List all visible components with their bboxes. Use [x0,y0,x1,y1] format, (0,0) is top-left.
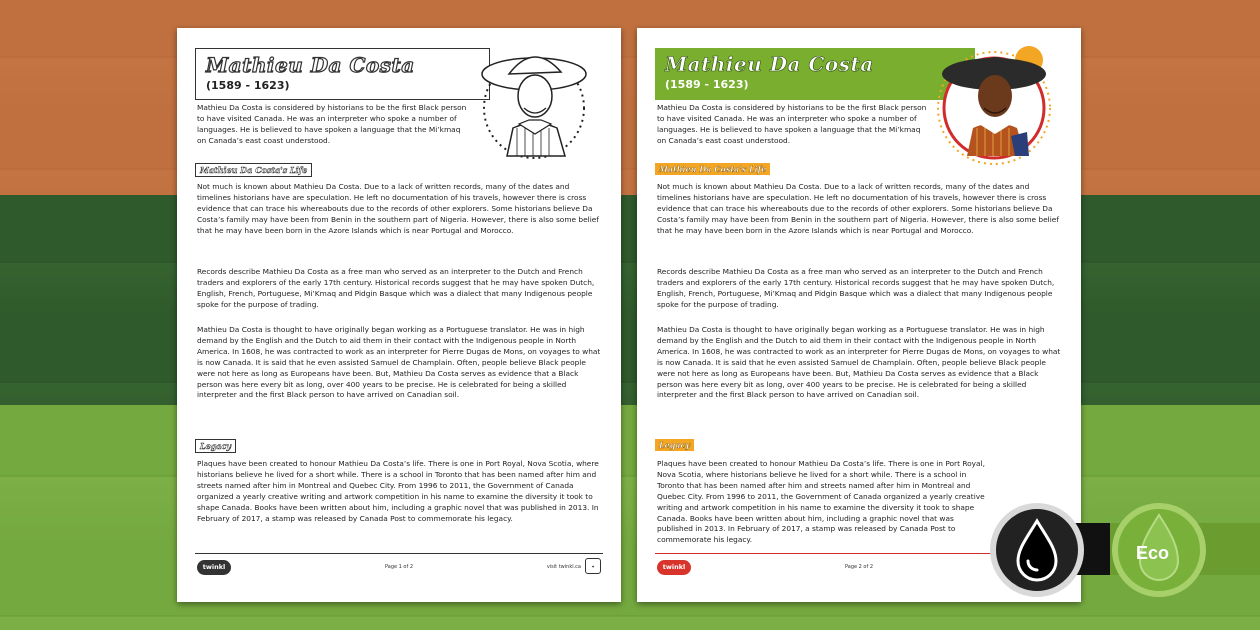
life-paragraph-2: Records describe Mathieu Da Costa as a free man who served as an interpreter to the Dutch and French traders and explorers of the early 17th century. Historical records suggest that he may have spoken Dutch, English, French, Portuguese, Mi’Kmaq and Pidgin Basque which was a dialect that many Indigenous people spoke for the purpose of trading. [197,267,595,309]
title-box [655,48,975,100]
intro-paragraph: Mathieu Da Costa is considered by historians to be the first Black person to have visited Canada. He was an interpreter who spoke a number of languages. He is believed to have spoken a language that the Mi’kmaq on Canada’s east coast understood. [657,103,927,145]
intro-paragraph: Mathieu Da Costa is considered by historians to be the first Black person to have visited Canada. He was an interpreter who spoke a number of languages. He is believed to have spoken a language that the Mi’kmaq on Canada’s east coast understood. [197,103,467,145]
twinkl-logo: twinkl [197,560,231,575]
site-link: visit twinkl.ca [546,564,581,570]
section-heading-legacy: Legacy [195,439,236,453]
legacy-paragraph: Plaques have been created to honour Mathieu Da Costa’s life. There is one in Port Royal, Nova Scotia, where historians believe he lived for a short while. There is a school in Toronto that has been named after him and streets named after him in Montreal and Quebec City. From 1996 to 2011, the Government of Canada organized a yearly creative writing and artwork competition in his name to examine the diversity it took to shape Canada. Books have been written about him, including a graphic novel that was published in 2013. In February of 2017, a stamp was released by Canada Post to commemorate his legacy. [197,459,599,523]
section-heading-life: Mathieu Da Costa's Life [655,163,770,175]
life-paragraph-3: Mathieu Da Costa is thought to have originally began working as a Portuguese translator. He was in high demand by the English and the Dutch to aid them in their contact with the Indigenous people in North America. In 1608, he was contracted to work as an interpreter for Pierre Dugas de Mons, on voyages to what is now Canada. It is said that he even assisted Samuel de Champlain. Often, people believe Black people were not here as long as Europeans have been. But, Mathieu Da Costa serves as evidence that a Black person was here every bit as long, over 400 years to be precise. He is celebrated for being a skilled interpreter and the first Black person to have arrived on Canadian soil. [657,325,1061,400]
page-title: Mathieu Da Costa [665,52,874,76]
eco-label: Eco [1136,543,1170,563]
twinkl-logo: twinkl [657,560,691,575]
ink-drop-icon [990,503,1084,597]
footer-badge-icon: ✦ [585,558,601,574]
section-heading-life: Mathieu Da Costa's Life [195,163,312,177]
dates: (1589 - 1623) [206,79,290,92]
page-number: Page 2 of 2 [844,564,874,570]
title-box [195,48,490,100]
legacy-paragraph: Plaques have been created to honour Mathieu Da Costa’s life. There is one in Port Royal, Nova Scotia, where historians believe he lived for a short while. There is a school in Toronto that has been named after him and streets named after him in Montreal and Quebec City. From 1996 to 2011, the Government of Canada organized a yearly creative writing and artwork competition in his name to examine the diversity it took to shape Canada. Books have been written about him, including a graphic novel that was published in 2013. In February of 2017, a stamp was released by Canada Post to commemorate his legacy. [657,459,985,545]
portrait-illustration [929,36,1059,166]
footer-rule [195,553,603,554]
section-heading-legacy: Legacy [655,439,694,451]
life-paragraph-1: Not much is known about Mathieu Da Costa. Due to a lack of written records, many of the dates and timelines historians have are speculation. He left no documentation of his travels, however there is cross evidence that can trace his whereabouts due to the records of other explorers. Some historians believe Da Costa’s family may have been from Benin in the southern part of Nigeria. However, there is also some belief that he may have been born in the Azore Islands which is near Portugal and Morocco. [657,182,1059,235]
life-paragraph-2: Records describe Mathieu Da Costa as a free man who served as an interpreter to the Dutch and French traders and explorers of the early 17th century. Historical records suggest that he may have spoken Dutch, English, French, Portuguese, Mi’Kmaq and Pidgin Basque which was a dialect that many Indigenous people spoke for the purpose of trading. [657,267,1055,309]
life-paragraph-1: Not much is known about Mathieu Da Costa. Due to a lack of written records, many of the dates and timelines historians have are speculation. He left no documentation of his travels, however there is cross evidence that can trace his whereabouts due to the records of other explorers. Some historians believe Da Costa’s family may have been from Benin in the southern part of Nigeria. However, there is also some belief that he may have been born in the Azore Islands which is near Portugal and Morocco. [197,182,599,235]
dates: (1589 - 1623) [665,78,749,91]
worksheet-page-bw [177,28,621,602]
page-number: Page 1 of 2 [384,564,414,570]
page-title: Mathieu Da Costa [206,53,415,77]
life-paragraph-3: Mathieu Da Costa is thought to have originally began working as a Portuguese translator. He was in high demand by the English and the Dutch to aid them in their contact with the Indigenous people in North America. In 1608, he was contracted to work as an interpreter for Pierre Dugas de Mons, on voyages to what is now Canada. It is said that he even assisted Samuel de Champlain. Often, people believe Black people were not here as long as Europeans have been. But, Mathieu Da Costa serves as evidence that a Black person was here every bit as long, over 400 years to be precise. He is celebrated for being a skilled interpreter and the first Black person to have arrived on Canadian soil. [197,325,601,400]
portrait-illustration [469,36,599,166]
